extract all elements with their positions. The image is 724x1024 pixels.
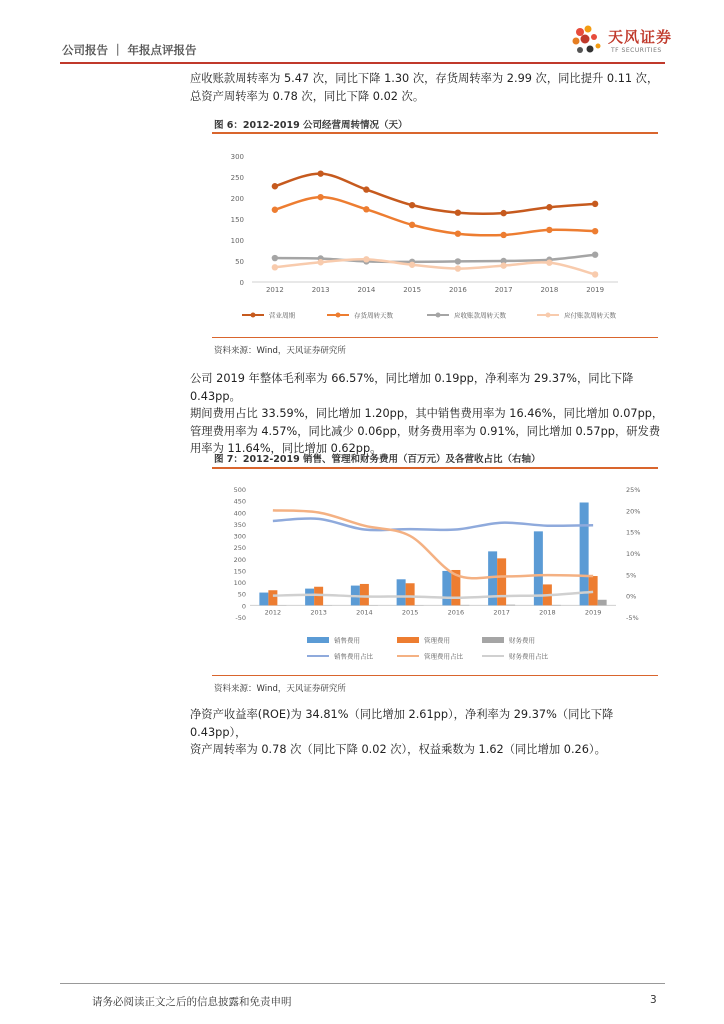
x-tick-label: 2017 [494,286,513,294]
bar [580,502,589,605]
y-tick-label: 150 [233,567,246,576]
bar [305,589,314,606]
legend-marker [336,313,341,318]
legend-label: 财务费用 [509,636,535,645]
bar [268,590,277,605]
y-tick-label: 0 [239,279,244,287]
y-tick-label: 300 [230,153,244,161]
paragraph-line: 应收账款周转率为 5.47 次，同比下降 1.30 次，存货周转率为 2.99 次，同比提升 0.11 次， [190,72,659,85]
y-tick-label: 100 [230,237,244,245]
paragraph-line: 总资产周转率为 0.78 次，同比下降 0.02 次。 [190,89,425,103]
figure7-bottom-rule [212,675,658,676]
series-line [273,510,593,578]
data-point [500,232,506,238]
legend-label: 销售费用 [334,636,360,645]
figure7-title: 图 7：2012-2019 销售、管理和财务费用（百万元）及各营收占比（右轴） [214,454,541,465]
bar [406,583,415,605]
data-point [272,207,278,213]
legend-swatch [397,637,419,643]
y2-tick-label: 10% [626,550,641,558]
x-tick-label: 2012 [265,286,284,294]
data-point [546,227,552,233]
x-tick-label: 2018 [539,608,556,617]
data-point [500,262,506,268]
figure7-chart [212,478,658,668]
figure6-chart [212,140,658,330]
header-divider [60,62,665,64]
x-tick-label: 2014 [357,286,376,294]
data-point [363,186,369,192]
x-tick-label: 2014 [356,608,373,617]
legend-marker [546,313,551,318]
y-tick-label: 350 [233,520,246,529]
x-tick-label: 2013 [310,608,327,617]
data-point [546,204,552,210]
data-point [592,271,598,277]
bar [589,576,598,605]
y-tick-label: 150 [230,216,244,224]
data-point [409,262,415,268]
data-point [455,265,461,271]
legend-marker [436,313,441,318]
data-point [272,264,278,270]
legend-marker [251,313,256,318]
data-point [409,222,415,228]
paragraph-line: 净资产收益率(ROE)为 34.81%（同比增加 2.61pp），净利率为 29.37%（同比下降 0.43pp）， [190,708,614,739]
data-point [592,252,598,258]
y-tick-label: 50 [235,258,244,266]
paragraph-line: 公司 2019 年整体毛利率为 66.57%，同比增加 0.19pp，净利率为 29.37%，同比下降 0.43pp。 [190,372,634,403]
legend-label: 存货周转天数 [354,311,393,320]
paragraph-line: 期间费用占比 33.59%，同比增加 1.20pp，其中销售费用率为 16.46%，同比增加 0.07pp， [190,407,664,420]
paragraph-line: 资产周转率为 0.78 次（同比下降 0.02 次），权益乘数为 1.62（同比增加 0.26）。 [190,743,606,756]
data-point [363,206,369,212]
figure7-source: 资料来源：Wind，天风证券研究所 [214,684,346,694]
data-point [455,231,461,237]
bar [397,579,406,605]
logo-text-cn: 天风证券 [608,28,673,46]
footer-divider [60,983,665,984]
legend-swatch [482,637,504,643]
page-number: 3 [650,994,657,1006]
legend-swatch [307,637,329,643]
data-point [317,194,323,200]
bar [360,584,369,605]
legend-label: 销售费用占比 [334,652,373,661]
x-tick-label: 2015 [403,286,422,294]
legend-label: 应付账款周转天数 [564,311,616,320]
figure6-top-rule [212,132,658,134]
y2-tick-label: 25% [626,486,641,494]
x-tick-label: 2015 [401,608,419,617]
legend-label: 管理费用 [424,636,450,645]
paragraph-line: 管理费用率为 4.57%，同比减少 0.06pp，财务费用率为 0.91%，同比增加 0.57pp，研发费 [190,424,661,438]
bar [506,605,515,606]
paragraph-line: 用率为 11.64%，同比增加 0.62pp。 [190,442,382,455]
y-tick-label: 250 [230,174,244,182]
x-tick-label: 2018 [540,286,559,294]
y-tick-label: 250 [233,544,246,553]
y-tick-label: 500 [233,486,246,494]
y-tick-label: 100 [233,579,246,588]
paragraph-roe [190,706,666,759]
data-point [500,210,506,216]
data-point [546,259,552,265]
data-point [317,259,323,265]
legend-label: 营业周期 [269,311,295,320]
figure6-title: 图 6：2012-2019 公司经营周转情况（天） [214,120,408,131]
paragraph-turnover [190,70,666,105]
y2-tick-label: 15% [626,528,641,537]
y-tick-label: 0 [241,602,246,611]
data-point [455,258,461,264]
bar [259,593,268,606]
series-line [273,519,593,531]
y-tick-label: 300 [233,532,246,541]
legend-label: 管理费用占比 [424,652,463,661]
x-tick-label: 2019 [586,286,605,294]
figure7-top-rule [212,467,658,469]
x-tick-label: 2012 [264,608,282,617]
data-point [272,255,278,261]
logo-text-en: TF SECURITIES [611,47,662,54]
data-point [592,201,598,207]
data-point [592,228,598,234]
paragraph-margins [190,370,666,458]
y2-tick-label: 0% [626,592,637,601]
x-tick-label: 2013 [311,286,330,294]
x-tick-label: 2016 [447,608,465,617]
y-tick-label: -50 [235,614,246,622]
legend-label: 应收账款周转天数 [454,311,506,320]
y-tick-label: 50 [237,590,246,599]
y-tick-label: 200 [233,555,246,564]
data-point [455,210,461,216]
y2-tick-label: 20% [626,507,641,516]
y2-tick-label: 5% [626,571,637,580]
footer-disclaimer: 请务必阅读正文之后的信息披露和免责申明 [92,996,292,1008]
x-tick-label: 2017 [493,608,510,617]
figure6-bottom-rule [212,337,658,338]
data-point [409,202,415,208]
data-point [272,183,278,189]
data-point [317,170,323,176]
report-category: 公司报告 ｜ 年报点评报告 [62,43,197,57]
x-tick-label: 2019 [584,608,602,617]
bar [598,600,607,606]
bar [442,571,451,605]
bar [497,558,506,605]
legend-label: 财务费用占比 [509,652,548,661]
y-tick-label: 450 [233,497,246,506]
y2-tick-label: -5% [626,614,639,622]
y-tick-label: 400 [233,509,246,518]
x-tick-label: 2016 [448,286,467,294]
data-point [363,256,369,262]
y-tick-label: 200 [230,195,244,203]
figure6-source: 资料来源：Wind，天风证券研究所 [214,346,346,356]
